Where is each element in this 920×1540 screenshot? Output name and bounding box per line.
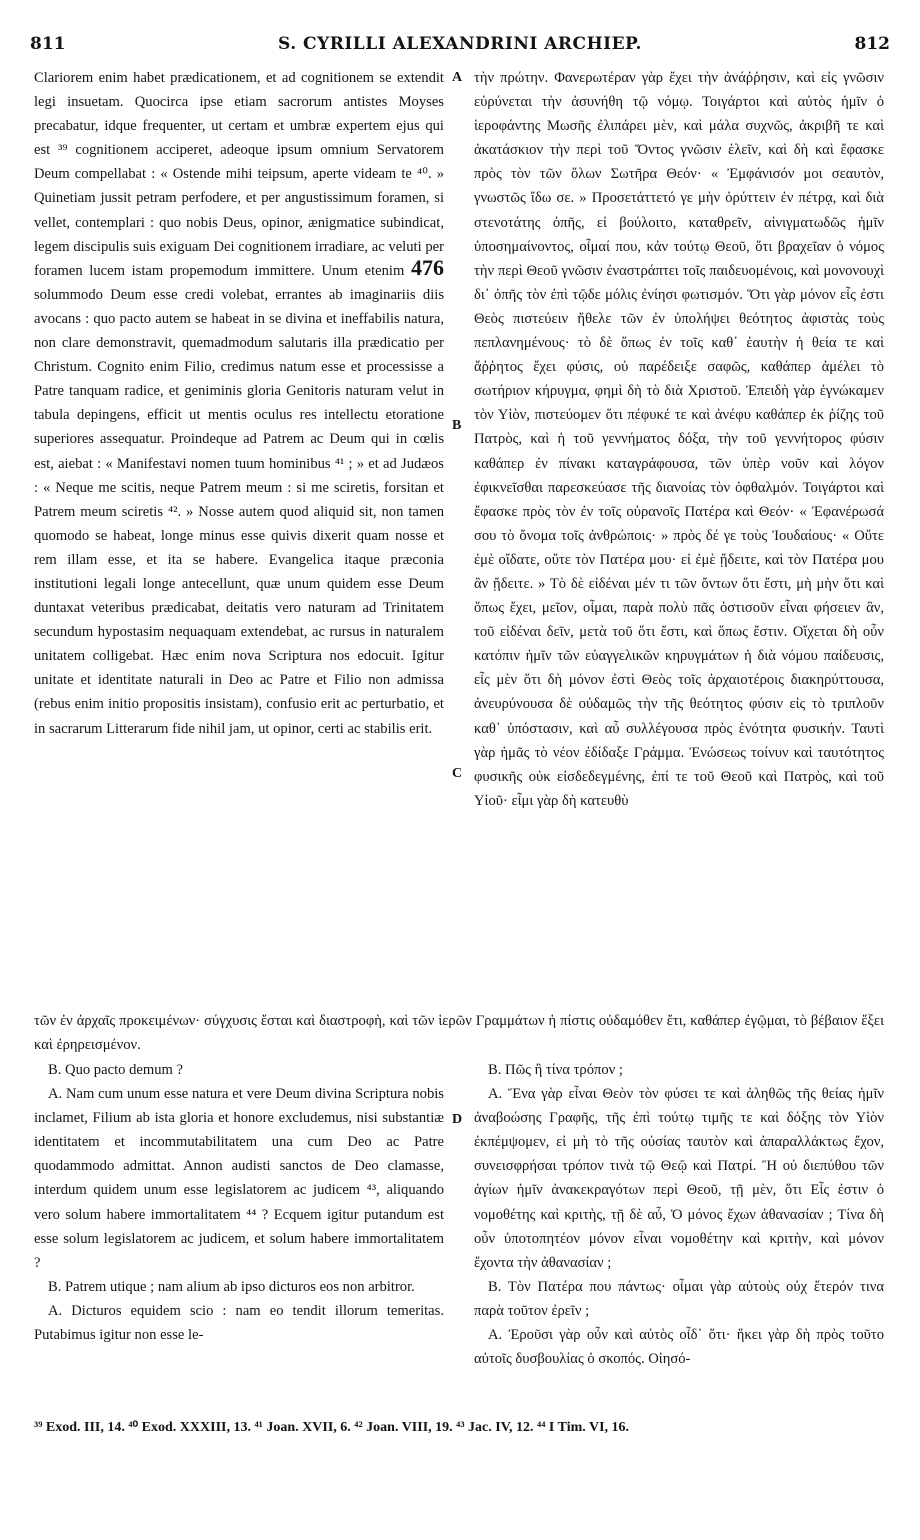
section-mark-d: D — [452, 1112, 463, 1127]
greek-dialogue-a: Α. Ἐροῦσι γὰρ οὖν καὶ αὐτὸς οἶδ᾽ ὅτι· ἥκει γὰρ δὴ πρὸς τοῦτο αὐτοῖς δυσβουλίας ὁ σκοπός. Οἰησό- — [474, 1327, 884, 1368]
latin-dialogue-b: B. Quo pacto demum ? — [48, 1062, 183, 1078]
latin-text: solummodo Deum esse credi volebat, errantes ab imaginariis diis avocans : quo pacto autem se habeat in se divina et ineffabilis natura, non clare demonstravit, quemadmodum salutaris illa prædicatio per Christum. Cognito enim Filio, credimus natum esse et processisse a Patre tanquam radice, et geniminis gloria Genitoris naturam velut in tabula depingens, efficit ut mentis oculus res intellectu etoratione superiores assequatur. Proindeque ad Patrem ac Deum qui in cœlis est, aiebat : « Manifestavi nomen tuum hominibus ⁴¹ ; » et ad Judæos : « Neque me scitis, neque Patrem meum : si me sciretis, forsitan et Patrem meum sciretis ⁴². » Nosse autem quod aliquid sit, non tamen quomodo se habeat, longe minus esse quivis dixerit quam nosse et rem illam esse, et ita se habere. Evangelica itaque præconia institutioni legali longe antecellunt, quæ unum quidem esse Deum duntaxat veteribus prædicabat, deitatis vero naturam ad Trinitatem secundum hypostasim nequaquam extendebat, ac rursus in naturalem unitatem colligebat. Hæc enim nova Scriptura nos edocuit. Igitur unitate et identitate naturali in Deo ac Patre et Filio non admissa (rebus enim initio propositis insistam), confusio erit ac perturbatio, et in sacrarum Litterarum fide nihil jam, ut opinor, certi ac stabilis erit. — [34, 286, 444, 737]
greek-continuation: τῶν ἐν ἀρχαῖς προκειμένων· σύγχυσις ἔσται καὶ διαστροφὴ, καὶ τῶν ἱερῶν Γραμμάτων ἡ πίστις οὐδαμόθεν ἔτι, καθάπερ ἐγῷμαι, τὸ βέβαιον ἕξει καὶ ἐρηρεισμένον. — [34, 1013, 884, 1054]
section-mark-a: A — [452, 70, 463, 85]
section-mark-c: C — [452, 766, 463, 781]
greek-full-width-line — [34, 1009, 884, 1057]
latin-column-lower — [34, 1058, 444, 1347]
latin-dialogue-b: B. Patrem utique ; nam alium ab ipso dicturos eos non arbitror. — [48, 1278, 415, 1295]
latin-paragraph — [34, 66, 444, 741]
greek-dialogue-b: Β. Πῶς ἢ τίνα τρόπον ; — [488, 1062, 623, 1078]
greek-paragraph: τὴν πρώτην. Φανερωτέραν γὰρ ἔχει τὴν ἀνάῤῥησιν, καὶ εἰς γνῶσιν εὐρύνεται τὴν ἀσυνήθη τῷ νόμῳ. Τοιγάρτοι καὶ αὐτὸς ἡμῖν ὁ ἱεροφάντης Μωσῆς ἐλιπάρει μὲν, καὶ μάλα συχνῶς, ἀκριβῆ τε καὶ ἀκατάσκιον τὴν περὶ τοῦ Ὄντος γνῶσιν ἑλεῖν, καὶ δὴ καὶ ἔφασκε πρὸς τὸν τῶν ὅλων Σωτῆρα Θεόν· « Ἐμφάνισόν μοι σεαυτὸν, γνωστῶς ἴδω σε. » Προσετάττετό γε μὴν ὀρύττειν ἐν πέτρᾳ, καὶ διὰ στενοτάτης ὀπῆς, εἰ βούλοιτο, καταθρεῖν, αἰνιγματωδῶς ἡμῖν ὑποσημαίνοντος, οἶμαί που, κἀν τούτῳ Θεοῦ, ὅτι βραχεῖαν ὁ νόμος τὴν περὶ Θεοῦ γνῶσιν ἐναστράπτει τοῖς παιδευομένοις, καὶ μονονουχὶ δι᾽ ὀπῆς τὸν ἐπὶ τῷδε μόλις ἐνίησι φωτισμόν. Ὅτι γὰρ μόνον εἷς ἐστι Θεὸς πιστεύειν ἤθελε τῶν ἐν ὑπολήψει θεότητος ἀφιστὰς τοὺς πεπλανημένους· τὸ δὲ ὅπως ἐν τοῖς καθ᾽ ἑαυτὴν ἡ θεία τε καὶ ἄῤῥητος ἔχει φύσις, οὐ παρέδειξε σαφῶς, καθάπερ ἀμέλει τὸ σωτήριον κήρυγμα, φημὶ δὴ τὸ διὰ Χριστοῦ. Ἐπειδὴ γὰρ ἐγνώκαμεν τὸν Υἱὸν, πιστεύομεν ὅτι πέφυκέ τε καὶ ἀνέφυ καθάπερ ἐκ ῥίζης τοῦ Πατρὸς, καὶ ἡ τοῦ γεννήματος δόξα, τὴν τοῦ γεννήτορος φύσιν καθάπερ ἐν πίνακι καταγράφουσα, τῶν ὑπὲρ νοῦν καὶ λόγον ἐφικνεῖσθαι παρεσκεύασε τῆς διανοίας τὸν ὀφθαλμόν. Τοιγάρτοι καὶ ἔφασκε πρὸς τὸν ἐν τοῖς οὐρανοῖς Πατέρα καὶ Θεόν· « Ἐφανέρωσά σου τὸ ὄνομα τοῖς ἀνθρώποις· » πρὸς δέ γε τοὺς Ἰουδαίους· « Οὔτε ἐμὲ οἴδατε, οὔτε τὸν Πατέρα μου· εἰ ἐμὲ ᾔδειτε, καὶ τὸν Πατέρα μου ἂν ᾔδειτε. » Τὸ δὲ εἰδέναι μέν τι τῶν ὄντων ὅτι ἔστι, μὴ μὴν ὅτι καὶ ὅπως ἔχει, μεῖον, οἶμαι, παρὰ πολὺ πᾶς ὁστισοῦν εἶναι φήσειεν ἂν, τοῦ εἰδέναι δεῖν, μετὰ τοῦ ὅτι ἔστι, καὶ ὅπως ἔστιν. Οἴχεται δὴ οὖν κατόπιν ἡμῖν τῶν εὐαγγελικῶν κηρυγμάτων ἡ διὰ νόμου παίδευσις, εἷς μὲν ὅτι δὴ μόνον ἐστὶ Θεὸς τοῖς ἀρχαιοτέροις διακηρύττουσα, ἀνευρύνουσα δὲ οὐδαμῶς τὴν τῆς θεότητος φύσιν εἰς τὸ τριπλοῦν καθ᾽ ὑπόστασιν, καὶ αὖ συλλέγουσα πρὸς ἑνότητα φυσικήν. Ταυτὶ γὰρ ἡμᾶς τὸ νέον ἐδίδαξε Γράμμα. Ἐνώσεως τοίνυν καὶ ταυτότητος φυσικῆς οὐκ εἰσδεδεγμένης, ἐπί τε τοῦ Θεοῦ καὶ Πατρὸς, καὶ τοῦ Υἱοῦ· εἶμι γὰρ δὴ κατευθὺ — [474, 70, 884, 809]
latin-column-upper — [34, 66, 444, 741]
footnotes: ³⁹ Exod. III, 14. ⁴⁰ Exod. XXXIII, 13. ⁴¹ Joan. XVII, 6. ⁴² Joan. VIII, 19. ⁴³ Jac. IV, 12. ⁴⁴ I Tim. VI, 16. — [34, 1420, 630, 1435]
page-number-left: 811 — [30, 34, 66, 54]
latin-dialogue-a: A. Dicturos equidem scio : nam eo tendit illorum temeritas. Putabimus igitur non esse le- — [34, 1302, 444, 1344]
page-number-right: 812 — [854, 34, 890, 54]
running-title: S. CYRILLI ALEXANDRINI ARCHIEP. — [278, 34, 642, 54]
latin-dialogue-a: A. Nam cum unum esse natura et vere Deum divina Scriptura nobis inclamet, Filium ab ista gloria et honore excludemus, nisi substantiæ identitatem et incommutabilitatem una cum Deo ac Patre quodammodo admittat. Annon audisti sanctos de Deo clamasse, interdum quidem unum esse legislatorem ac judicem ⁴³, aliquando vero solum habere immortalitatem ⁴⁴ ? Ecquem igitur putandum est esse solum legislatorem ac judicem, et solum habere immortalitatem ? — [34, 1086, 444, 1271]
greek-dialogue-b: Β. Τὸν Πατέρα που πάντως· οἶμαι γὰρ αὐτοὺς οὐχ ἕτερόν τινα παρὰ τοῦτον ἐρεῖν ; — [474, 1278, 884, 1319]
greek-column-lower — [474, 1058, 884, 1371]
running-header — [30, 30, 890, 60]
greek-column-upper — [474, 66, 884, 813]
section-mark-b: B — [452, 418, 462, 433]
latin-text: Clariorem enim habet prædicationem, et ad cognitionem se extendit legi insuetam. Quocirca ipse etiam sacrorum antistes Moyses precabatur, idque frequenter, ut certam et umbræ expertem ejus qui est ³⁹ cognitionem acciperet, adeoque ipsum omnium Servatorem Deum compellabat : « Ostende mihi teipsum, aperte videam te ⁴⁰. » Quinetiam jussit petram perfodere, et per angustissimum foramen, si vellet, contemplari : quo nobis Deus, opinor, ænigmatice subindicat, legem discipulis suis exiguam Dei cognitionem irradiare, ac veluti per foramen lucem istam propemodum immittere. Unum etenim — [34, 70, 444, 279]
greek-dialogue-a: Α. Ἕνα γὰρ εἶναι Θεὸν τὸν φύσει τε καὶ ἀληθῶς τῆς θείας ἡμῖν ἀναβοώσης Γραφῆς, τῆς ἐπὶ τούτῳ τιμῆς τε καὶ δόξης τὸν Υἱὸν ἐκπέμψομεν, εἰ μὴ τὸ τῆς οὐσίας ταυτὸν καὶ ἀπαραλλάκτως ἔχον, συνεισφρήσαι τρόπον τινὰ τῷ Θεῷ καὶ Πατρί. Ἢ οὐ διεπύθου τῶν ἁγίων ἡμῖν ἀνακεκραγότων περὶ Θεοῦ, τῇ μὲν, ὅτι Εἷς ἐστιν ὁ νομοθέτης καὶ κριτὴς, τῇ δὲ αὖ, Ὁ μόνος ἔχων ἀθανασίαν ; Τίνα δὴ οὖν ὑποτοπητέον μόνον εἶναι νομοθέτην καὶ κριτὴν, καὶ μόνον ἔχοντα τὴν ἀθανασίαν ; — [474, 1086, 884, 1271]
marginal-number: 476 — [410, 254, 444, 280]
